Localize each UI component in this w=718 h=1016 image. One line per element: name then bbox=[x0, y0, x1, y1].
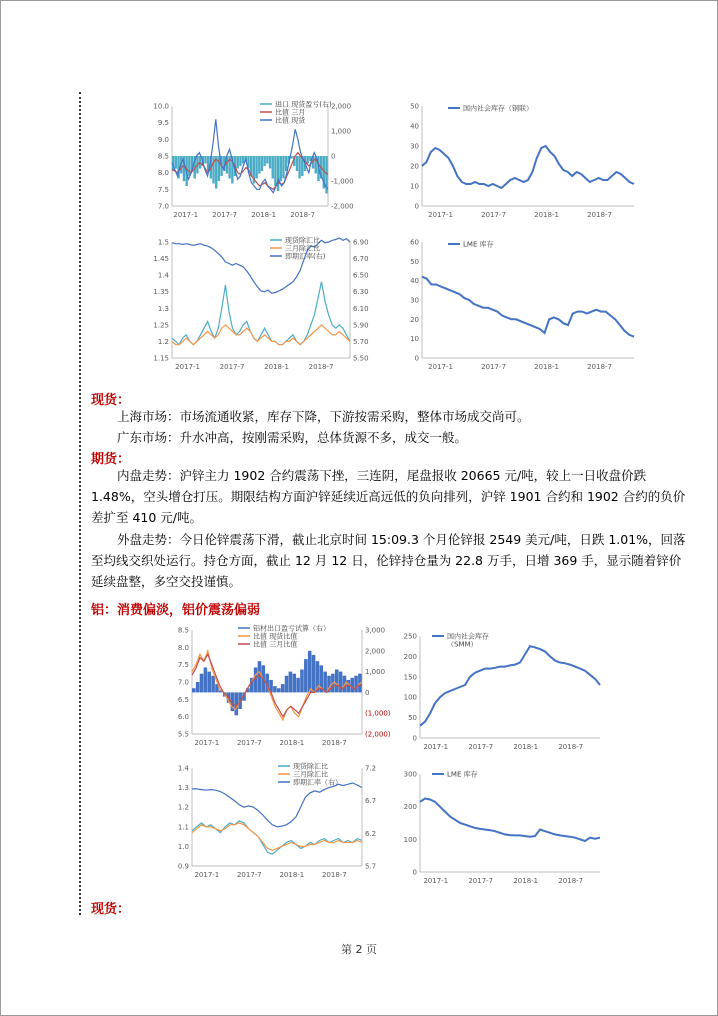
y-right-tick-label: (2,000) bbox=[365, 730, 391, 739]
y-right-tick-label: 6.30 bbox=[353, 288, 369, 297]
x-tick-label: 2017-1 bbox=[428, 363, 453, 371]
legend-label: 即期汇率（右） bbox=[293, 778, 342, 787]
data-bar bbox=[204, 156, 206, 164]
legend-label: 国内社会库存（钢联） bbox=[463, 104, 533, 113]
data-bar bbox=[304, 659, 308, 692]
x-tick-label: 2017-7 bbox=[219, 363, 245, 371]
data-bar bbox=[335, 670, 339, 693]
data-bar bbox=[296, 156, 298, 171]
y-tick-label: 6.0 bbox=[177, 713, 189, 722]
y-tick-label: 1.4 bbox=[157, 271, 169, 280]
legend-label: 比值 三月 bbox=[275, 108, 306, 117]
x-tick-label: 2017-7 bbox=[481, 211, 506, 219]
y-tick-label: 1.15 bbox=[153, 354, 169, 363]
y-tick-label: 0 bbox=[412, 868, 417, 877]
y-tick-label: 20 bbox=[410, 315, 419, 324]
chart-al-ratio bbox=[168, 624, 391, 748]
data-line bbox=[192, 821, 362, 854]
data-bar bbox=[350, 678, 354, 693]
x-tick-label: 2017-7 bbox=[468, 877, 494, 885]
y-tick-label: 8.5 bbox=[177, 626, 189, 635]
chart-svg bbox=[168, 624, 391, 748]
x-tick-label: 2017-7 bbox=[481, 363, 506, 371]
y-tick-label: 1.2 bbox=[157, 337, 169, 346]
x-tick-label: 2018-7 bbox=[321, 871, 347, 879]
x-tick-label: 2018-7 bbox=[558, 743, 584, 751]
data-bar bbox=[258, 156, 260, 174]
data-bar bbox=[282, 156, 284, 179]
domestic-trend-text: 内盘走势：沪锌主力 1902 合约震荡下挫，三连阴，尾盘报收 20665 元/吨，较上一日收盘价跌 1.48%，空头增仓打压。期限结构方面沪锌延续近高远低的负向排列，沪锌 1901 合约和 1902 合约的负价差扩至 410 元/吨。 bbox=[91, 468, 686, 525]
y-tick-label: 1.25 bbox=[153, 321, 169, 330]
data-line bbox=[420, 799, 600, 842]
x-tick-label: 2018-1 bbox=[279, 739, 305, 747]
legend-label: 进口 现货盈亏(右) bbox=[275, 100, 332, 109]
x-tick-label: 2017-1 bbox=[428, 211, 453, 219]
y-tick-label: 40 bbox=[410, 122, 419, 131]
x-tick-label: 2017-1 bbox=[423, 877, 449, 885]
y-tick-label: 1.2 bbox=[177, 803, 189, 812]
data-bar bbox=[280, 156, 282, 181]
chart-svg bbox=[396, 628, 606, 752]
y-tick-label: 200 bbox=[403, 803, 417, 812]
y-right-tick-label: 6.50 bbox=[353, 271, 369, 280]
data-bar bbox=[200, 674, 204, 693]
y-tick-label: 1.1 bbox=[177, 823, 189, 832]
y-right-tick-label: 6.10 bbox=[353, 304, 369, 313]
y-tick-label: 1.4 bbox=[177, 764, 189, 773]
x-tick-label: 2017-7 bbox=[468, 743, 494, 751]
y-right-tick-label: -1,000 bbox=[331, 177, 354, 186]
data-bar bbox=[266, 156, 268, 164]
data-bar bbox=[269, 156, 271, 169]
chart-svg bbox=[398, 98, 643, 222]
spot-heading-1: 现货： bbox=[91, 393, 131, 408]
y-tick-label: 1.5 bbox=[157, 238, 169, 247]
chart-al-social-inventory bbox=[396, 628, 606, 752]
y-tick-label: 0 bbox=[414, 202, 419, 211]
y-tick-label: 200 bbox=[403, 652, 417, 661]
legend-label: 比值 现货比值 bbox=[253, 632, 298, 641]
x-tick-label: 2018-1 bbox=[251, 211, 277, 219]
y-right-tick-label: 6.90 bbox=[353, 238, 369, 247]
x-tick-label: 2018-7 bbox=[558, 877, 584, 885]
y-tick-label: 8.5 bbox=[157, 152, 169, 161]
y-right-tick-label: 6.7 bbox=[365, 797, 377, 806]
legend-label: 现货除汇比 bbox=[293, 762, 328, 771]
data-line bbox=[172, 238, 350, 294]
y-right-tick-label: 5.70 bbox=[353, 337, 369, 346]
y-right-tick-label: 5.90 bbox=[353, 321, 369, 330]
legend-label: 三月除汇比 bbox=[293, 770, 328, 779]
y-right-tick-label: (1,000) bbox=[365, 709, 391, 718]
y-tick-label: 9.0 bbox=[157, 135, 169, 144]
data-bar bbox=[212, 156, 214, 184]
x-tick-label: 2018-1 bbox=[513, 743, 539, 751]
data-bar bbox=[292, 674, 296, 693]
x-tick-label: 2017-1 bbox=[194, 871, 220, 879]
y-tick-label: 0.9 bbox=[177, 862, 189, 871]
y-tick-label: 300 bbox=[403, 770, 417, 779]
y-right-tick-label: 1,000 bbox=[365, 668, 386, 677]
data-bar bbox=[312, 655, 316, 692]
data-bar bbox=[285, 156, 287, 171]
x-tick-label: 2018-1 bbox=[264, 363, 289, 371]
y-tick-label: 50 bbox=[408, 714, 417, 723]
chart-svg bbox=[398, 234, 643, 374]
x-tick-label: 2017-7 bbox=[236, 871, 262, 879]
data-bar bbox=[285, 676, 289, 693]
chart-svg bbox=[140, 98, 370, 222]
data-bar bbox=[242, 156, 244, 164]
y-tick-label: 5.5 bbox=[177, 730, 189, 739]
y-tick-label: 100 bbox=[403, 693, 417, 702]
shanghai-market-text: 上海市场：市场流通收紧，库存下降，下游按需采购，整体市场成交尚可。 bbox=[117, 409, 530, 424]
data-bar bbox=[306, 156, 308, 164]
y-tick-label: 10.0 bbox=[153, 102, 169, 111]
data-bar bbox=[188, 156, 190, 176]
data-line bbox=[422, 146, 634, 188]
y-tick-label: 50 bbox=[410, 102, 419, 111]
chart-zinc-lme-inventory bbox=[398, 234, 643, 374]
y-tick-label: 150 bbox=[403, 673, 417, 682]
data-bar bbox=[300, 670, 304, 693]
y-right-tick-label: 5.7 bbox=[365, 862, 377, 871]
legend-label: LME 库存 bbox=[463, 240, 494, 249]
x-tick-label: 2017-1 bbox=[175, 363, 200, 371]
y-tick-label: 30 bbox=[410, 296, 419, 305]
y-tick-label: 6.5 bbox=[177, 695, 189, 704]
y-right-tick-label: 0 bbox=[365, 688, 370, 697]
data-bar bbox=[296, 678, 300, 693]
aluminum-section-title: 铝：消费偏淡，铝价震荡偏弱 bbox=[91, 603, 261, 618]
legend-label: 现货除汇比 bbox=[285, 236, 320, 245]
data-bar bbox=[175, 156, 177, 169]
y-tick-label: 1.0 bbox=[177, 842, 189, 851]
data-bar bbox=[263, 156, 265, 166]
y-tick-label: 0 bbox=[414, 354, 419, 363]
data-bar bbox=[215, 156, 217, 189]
y-right-tick-label: 5.50 bbox=[353, 354, 369, 363]
y-tick-label: 7.0 bbox=[177, 678, 189, 687]
data-bar bbox=[207, 672, 211, 693]
data-bar bbox=[272, 156, 274, 179]
chart-zinc-exchange-ratio bbox=[140, 234, 385, 374]
legend-label: 三月除汇比 bbox=[285, 244, 320, 253]
y-tick-label: 60 bbox=[410, 238, 419, 247]
y-tick-label: 1.3 bbox=[157, 304, 169, 313]
data-bar bbox=[192, 688, 196, 692]
y-tick-label: 30 bbox=[410, 142, 419, 151]
chart-zinc-social-inventory bbox=[398, 98, 643, 222]
y-tick-label: 7.0 bbox=[157, 202, 169, 211]
x-tick-label: 2018-7 bbox=[587, 363, 612, 371]
y-tick-label: 1.3 bbox=[177, 784, 189, 793]
spot-heading-2: 现货： bbox=[91, 902, 131, 917]
data-bar bbox=[239, 156, 241, 166]
y-tick-label: 1.45 bbox=[153, 255, 169, 264]
data-bar bbox=[261, 156, 263, 171]
y-tick-label: 1.35 bbox=[153, 288, 169, 297]
y-right-tick-label: 6.2 bbox=[365, 829, 377, 838]
x-tick-label: 2017-1 bbox=[194, 739, 220, 747]
data-bar bbox=[347, 680, 351, 692]
x-tick-label: 2018-7 bbox=[290, 211, 316, 219]
data-bar bbox=[274, 156, 276, 186]
data-bar bbox=[273, 686, 277, 692]
y-tick-label: 10 bbox=[410, 335, 419, 344]
y-tick-label: 8.0 bbox=[157, 169, 169, 178]
y-tick-label: 10 bbox=[410, 182, 419, 191]
legend-label: 国内社会库存 bbox=[447, 632, 489, 641]
y-tick-label: 50 bbox=[410, 257, 419, 266]
data-bar bbox=[277, 688, 281, 692]
x-tick-label: 2018-1 bbox=[534, 363, 559, 371]
data-line bbox=[422, 277, 634, 337]
futures-heading: 期货： bbox=[91, 452, 131, 467]
page-number: 第 2 页 bbox=[341, 943, 377, 956]
legend-label: 比值 三月比值 bbox=[253, 640, 298, 649]
legend-label: 铝材出口盈亏试算（右） bbox=[253, 624, 330, 633]
y-right-tick-label: -2,000 bbox=[331, 202, 354, 211]
foreign-trend-text: 外盘走势：今日伦锌震荡下滑，截止北京时间 15:09.3 个月伦锌报 2549 美元/吨，日跌 1.01%，回落至均线交织处运行。持仓方面，截止 12 月 12 日，伦锌持仓量为 22.8 万手，日增 369 手，显示随着锌价延续盘整，多空交投谨慎。 bbox=[91, 532, 686, 589]
data-bar bbox=[237, 156, 239, 169]
y-tick-label: 9.5 bbox=[157, 119, 169, 128]
chart-svg bbox=[140, 234, 385, 374]
data-bar bbox=[204, 667, 208, 692]
data-bar bbox=[298, 156, 300, 179]
y-right-tick-label: 1,000 bbox=[331, 127, 352, 136]
chart-al-lme-inventory bbox=[396, 766, 606, 886]
data-bar bbox=[308, 651, 312, 693]
x-tick-label: 2018-7 bbox=[308, 363, 334, 371]
y-right-tick-label: 7.2 bbox=[365, 764, 377, 773]
x-tick-label: 2018-7 bbox=[587, 211, 612, 219]
chart-al-exchange-ratio bbox=[168, 762, 388, 886]
y-tick-label: 7.5 bbox=[177, 661, 189, 670]
y-tick-label: 100 bbox=[403, 835, 417, 844]
data-bar bbox=[277, 156, 279, 191]
data-bar bbox=[289, 672, 293, 693]
chart-svg bbox=[168, 762, 388, 886]
y-right-tick-label: 2,000 bbox=[331, 102, 352, 111]
y-tick-label: 7.5 bbox=[157, 185, 169, 194]
legend-label: LME 库存 bbox=[447, 770, 478, 779]
x-tick-label: 2018-7 bbox=[321, 739, 347, 747]
x-tick-label: 2018-1 bbox=[513, 877, 539, 885]
y-tick-label: 8.0 bbox=[177, 643, 189, 652]
data-bar bbox=[354, 676, 358, 693]
y-tick-label: 20 bbox=[410, 162, 419, 171]
data-bar bbox=[211, 676, 215, 693]
chart-zinc-ratio bbox=[140, 98, 370, 222]
x-tick-label: 2018-1 bbox=[279, 871, 305, 879]
x-tick-label: 2017-1 bbox=[423, 743, 449, 751]
data-bar bbox=[218, 156, 220, 181]
legend-label: 即期汇率(右) bbox=[285, 252, 326, 261]
guangdong-market-text: 广东市场：升水冲高，按刚需采购，总体货源不多，成交一般。 bbox=[117, 430, 468, 445]
data-line bbox=[192, 783, 362, 827]
y-right-tick-label: 3,000 bbox=[365, 626, 386, 635]
y-right-tick-label: 6.70 bbox=[353, 255, 369, 264]
y-right-tick-label: 2,000 bbox=[365, 647, 386, 656]
data-bar bbox=[323, 672, 327, 693]
data-bar bbox=[255, 156, 257, 179]
y-tick-label: 40 bbox=[410, 277, 419, 286]
legend-label: （SMM） bbox=[447, 640, 478, 649]
x-tick-label: 2017-7 bbox=[236, 739, 262, 747]
data-bar bbox=[196, 682, 200, 692]
x-tick-label: 2018-1 bbox=[534, 211, 559, 219]
data-line bbox=[420, 646, 600, 726]
legend-label: 比值 现货 bbox=[275, 116, 306, 125]
x-tick-label: 2017-7 bbox=[212, 211, 238, 219]
y-right-tick-label: 0 bbox=[331, 152, 336, 161]
y-tick-label: 250 bbox=[403, 632, 417, 641]
left-margin-rule bbox=[79, 92, 81, 915]
chart-svg bbox=[396, 766, 606, 886]
x-tick-label: 2017-1 bbox=[173, 211, 199, 219]
data-bar bbox=[281, 684, 285, 692]
y-tick-label: 0 bbox=[412, 734, 417, 743]
